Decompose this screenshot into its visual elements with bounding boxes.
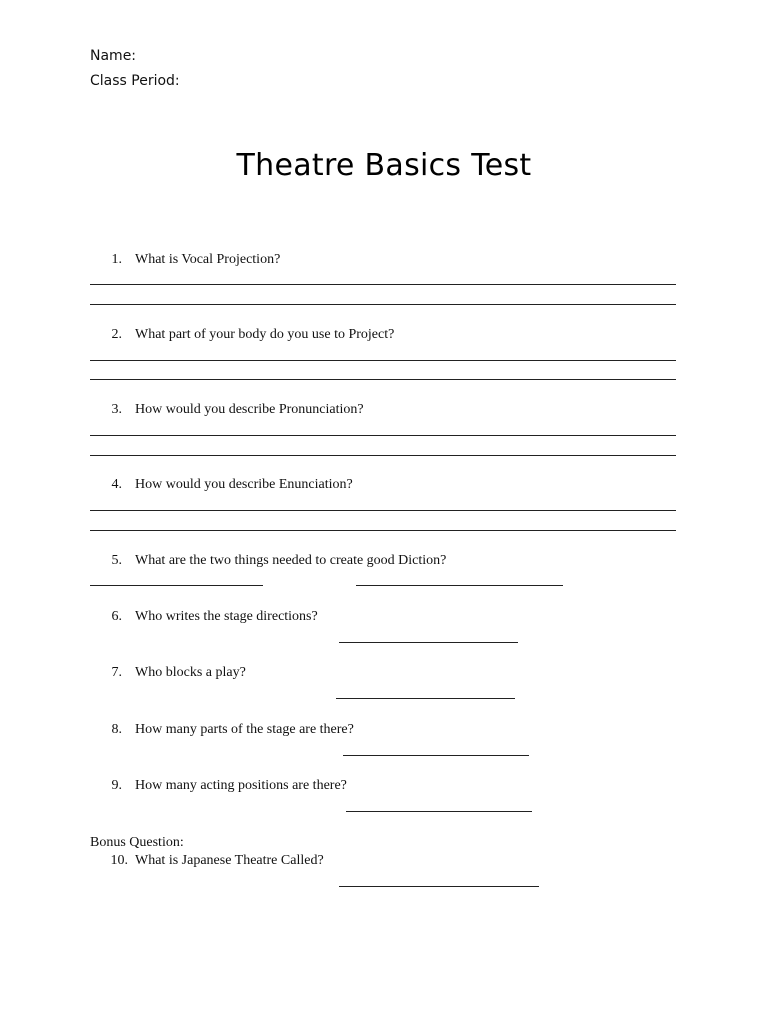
question-2-text: What part of your body do you use to Project? — [135, 327, 395, 342]
answer-line-4b[interactable] — [90, 530, 676, 531]
question-2-number: 2. — [111, 327, 122, 342]
question-7-text: Who blocks a play? — [135, 665, 246, 680]
page-title: Theatre Basics Test — [236, 148, 532, 183]
answer-line-5b[interactable] — [356, 585, 563, 586]
answer-line-9[interactable] — [346, 811, 532, 812]
question-1-number: 1. — [111, 252, 122, 267]
question-4-text: How would you describe Enunciation? — [135, 477, 353, 492]
answer-line-7[interactable] — [336, 698, 515, 699]
question-4-number: 4. — [111, 477, 122, 492]
question-1-text: What is Vocal Projection? — [135, 252, 281, 267]
question-6-text: Who writes the stage directions? — [135, 609, 318, 624]
question-5-text: What are the two things needed to create good Diction? — [135, 553, 447, 568]
class-period-label: Class Period: — [90, 73, 180, 89]
name-label: Name: — [90, 48, 137, 64]
answer-line-3a[interactable] — [90, 435, 676, 436]
answer-line-3b[interactable] — [90, 455, 676, 456]
question-3-text: How would you describe Pronunciation? — [135, 402, 364, 417]
question-8-number: 8. — [111, 722, 122, 737]
question-10-text: What is Japanese Theatre Called? — [135, 853, 324, 868]
answer-line-4a[interactable] — [90, 510, 676, 511]
answer-line-1b[interactable] — [90, 304, 676, 305]
answer-line-5a[interactable] — [90, 585, 263, 586]
question-9-number: 9. — [111, 778, 122, 793]
answer-line-8[interactable] — [343, 755, 529, 756]
question-6-number: 6. — [111, 609, 122, 624]
question-5-number: 5. — [111, 553, 122, 568]
answer-line-2a[interactable] — [90, 360, 676, 361]
bonus-label: Bonus Question: — [90, 835, 184, 850]
question-7-number: 7. — [111, 665, 122, 680]
answer-line-2b[interactable] — [90, 379, 676, 380]
question-3-number: 3. — [111, 402, 122, 417]
answer-line-1a[interactable] — [90, 284, 676, 285]
answer-line-6[interactable] — [339, 642, 518, 643]
answer-line-10[interactable] — [339, 886, 539, 887]
question-9-text: How many acting positions are there? — [135, 778, 347, 793]
question-10-number: 10. — [110, 853, 128, 868]
question-8-text: How many parts of the stage are there? — [135, 722, 354, 737]
